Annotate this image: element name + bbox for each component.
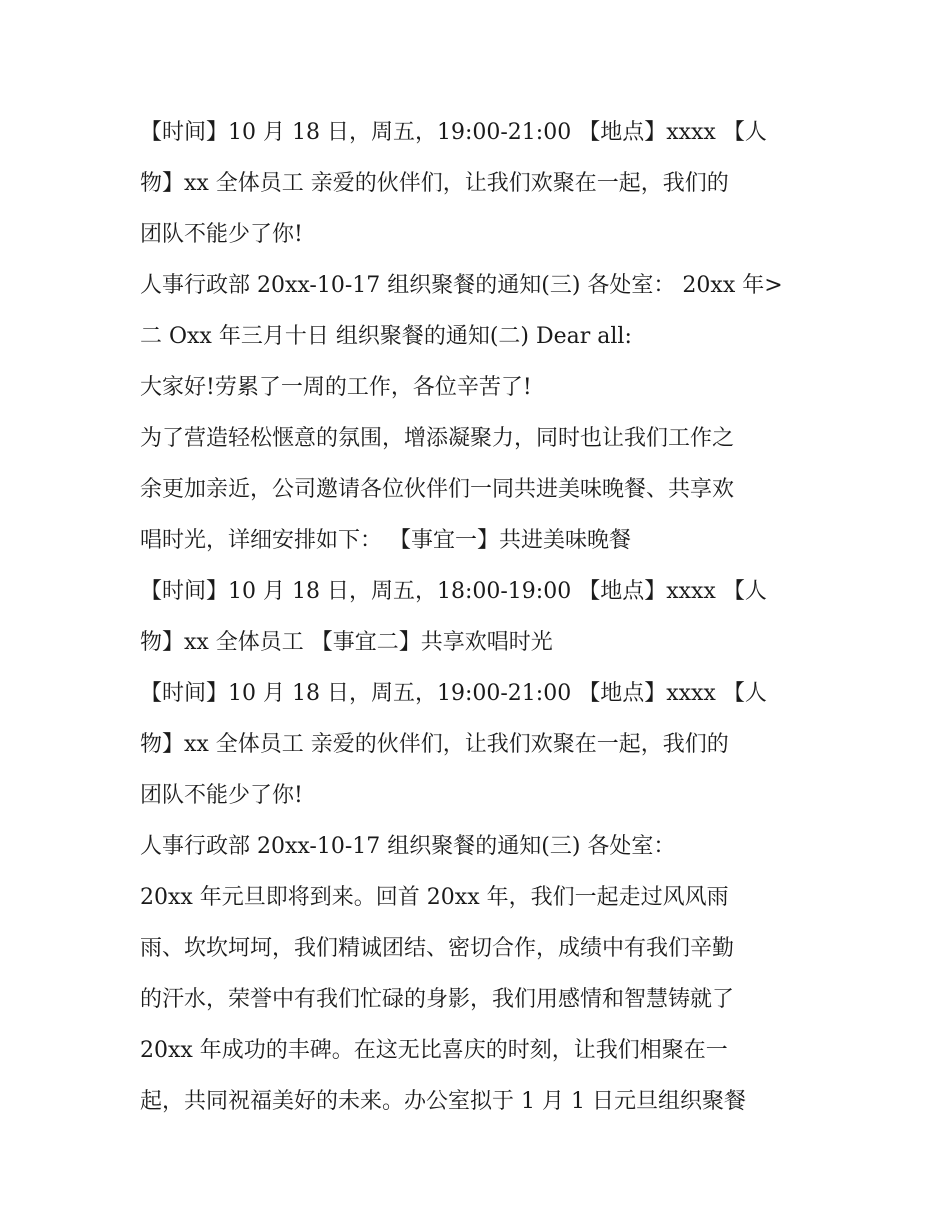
text-line-20: 起，共同祝福美好的未来。办公室拟于 1 月 1 日元旦组织聚餐 [140,1089,746,1114]
text-line-3: 团队不能少了你! [140,222,303,247]
text-line-4: 人事行政部 20xx-10-17 组织聚餐的通知(三) 各处室： 20xx 年> [140,273,783,298]
text-line-13: 物】xx 全体员工 亲爱的伙伴们，让我们欢聚在一起，我们的 [140,732,729,757]
text-line-17: 雨、坎坎坷坷，我们精诚团结、密切合作，成绩中有我们辛勤 [140,936,735,961]
text-line-9: 唱时光，详细安排如下： 【事宜一】共进美味晚餐 [140,528,631,553]
text-line-8: 余更加亲近，公司邀请各位伙伴们一同共进美味晚餐、共享欢 [140,477,735,502]
text-line-14: 团队不能少了你! [140,783,303,808]
text-line-11: 物】xx 全体员工 【事宜二】共享欢唱时光 [140,630,553,655]
document-body [140,107,820,1127]
text-line-10: 【时间】10 月 18 日，周五，18:00-19:00 【地点】xxxx 【人 [140,579,767,604]
text-line-6: 大家好!劳累了一周的工作，各位辛苦了! [140,375,532,400]
text-line-7: 为了营造轻松惬意的氛围，增添凝聚力，同时也让我们工作之 [140,426,735,451]
text-line-1: 【时间】10 月 18 日，周五，19:00-21:00 【地点】xxxx 【人 [140,120,767,145]
text-line-5: 二 Oxx 年三月十日 组织聚餐的通知(二) Dear all: [140,324,632,349]
text-line-15: 人事行政部 20xx-10-17 组织聚餐的通知(三) 各处室： [140,834,676,859]
text-line-2: 物】xx 全体员工 亲爱的伙伴们，让我们欢聚在一起，我们的 [140,171,729,196]
text-line-18: 的汗水，荣誉中有我们忙碌的身影，我们用感情和智慧铸就了 [140,987,735,1012]
text-line-19: 20xx 年成功的丰碑。在这无比喜庆的时刻，让我们相聚在一 [140,1038,728,1063]
text-line-16: 20xx 年元旦即将到来。回首 20xx 年，我们一起走过风风雨 [140,885,729,910]
text-line-12: 【时间】10 月 18 日，周五，19:00-21:00 【地点】xxxx 【人 [140,681,767,706]
